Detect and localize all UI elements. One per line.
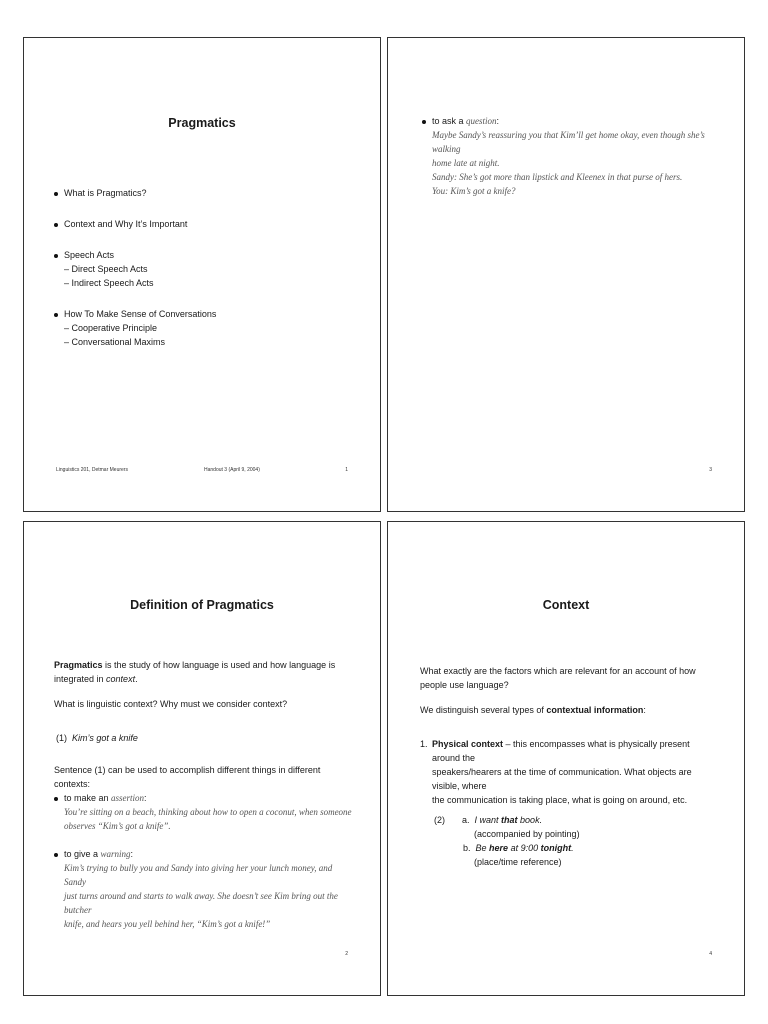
page-number: 3 xyxy=(709,467,712,473)
slide-1 xyxy=(23,37,381,512)
assertion-example: You’re sitting on a beach, thinking about how to open a coconut, when someone observes “Kim’s got a knife”. xyxy=(64,807,352,831)
example-text: Maybe Sandy’s reassuring you that Kim’ll get home okay, even though she’s walking home late at night. Sandy: She’s got more than lipstick and Kleenex in that purse of hers. You: Kim’s got a knife? xyxy=(432,130,705,196)
outline-subitem: – Conversational Maxims xyxy=(54,335,354,349)
context-block xyxy=(420,664,720,869)
bullet-question: to ask a question: xyxy=(422,114,732,128)
bullet-assertion: to make an assertion: xyxy=(54,791,354,805)
outline-list xyxy=(54,186,354,349)
slide-title: Pragmatics xyxy=(168,116,236,130)
footer-author: Linguistics 201, Detmar Meurers xyxy=(56,467,128,473)
example-1: (1) Kim’s got a knife xyxy=(56,733,138,743)
page-number: 1 xyxy=(345,467,348,473)
warning-example: Kim’s trying to bully you and Sandy into giving her your lunch money, and Sandy just turns around and starts to walk away. She doesn’t see Kim bring out the butcher knife, and hears you yell behind her, “Kim’s got a knife!” xyxy=(64,863,338,929)
outline-item: What is Pragmatics? xyxy=(54,186,354,200)
example-2: (2) a. I want that book. (accompanied by pointing) b. Be here at 9:00 tonight. (place/time reference) xyxy=(434,815,580,867)
definition-block xyxy=(54,658,354,931)
outline-subitem: – Indirect Speech Acts xyxy=(54,276,354,290)
question-block xyxy=(422,114,732,198)
definition-text: Pragmatics is the study of how language is used and how language is integrated in context. xyxy=(54,660,336,684)
bullet-warning: to give a warning: xyxy=(54,847,354,861)
page-number: 4 xyxy=(709,951,712,957)
slide-title: Context xyxy=(542,598,590,612)
outline-subitem: – Direct Speech Acts xyxy=(54,262,354,276)
outline-item: How To Make Sense of Conversations xyxy=(54,307,354,321)
question-text: What exactly are the factors which are relevant for an account of how people use language? xyxy=(420,666,696,690)
footer-handout: Handout 3 (April 9, 2004) xyxy=(204,467,260,473)
context-item-1: 1. Physical context – this encompasses what is physically present around the speakers/hearers at the time of communication. What objects are visible, where the communication is taking place, what is going on around, etc. (2) a. I want that book. (accompanied by pointing) b. Be here at 9:00 tonight. (place/time reference) xyxy=(420,737,720,869)
distinguish-text: We distinguish several types of contextual information: xyxy=(420,705,646,715)
outline-item: Speech Acts xyxy=(54,248,354,262)
outline-subitem: – Cooperative Principle xyxy=(54,321,354,335)
slide-2 xyxy=(23,521,381,996)
question-text: What is linguistic context? Why must we consider context? xyxy=(54,699,288,709)
slide-title: Definition of Pragmatics xyxy=(130,598,274,612)
intro-text: Sentence (1) can be used to accomplish different things in different contexts: xyxy=(54,765,321,789)
page-number: 2 xyxy=(345,951,348,957)
slide-3 xyxy=(387,37,745,512)
outline-item: Context and Why It’s Important xyxy=(54,217,354,231)
slide-4 xyxy=(387,521,745,996)
